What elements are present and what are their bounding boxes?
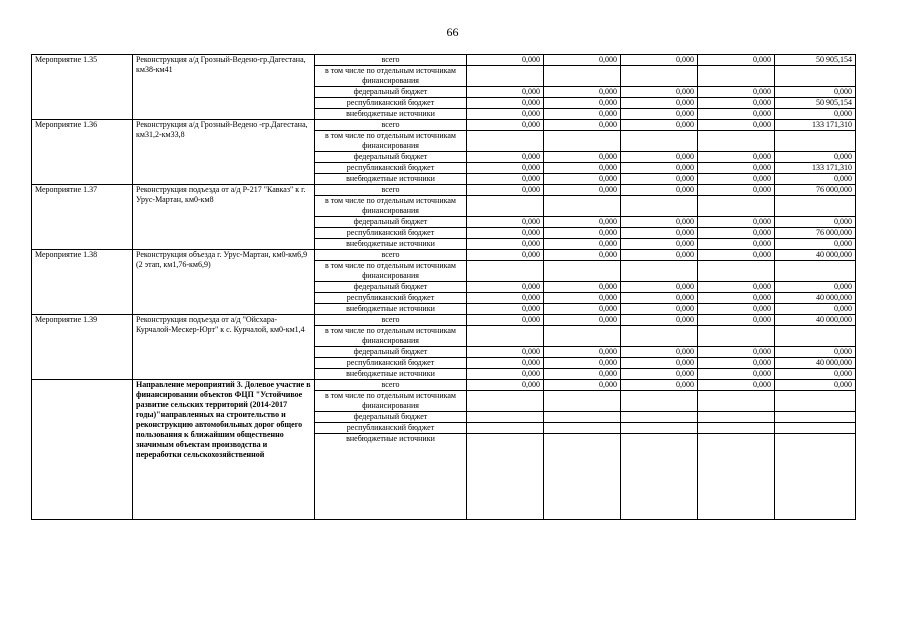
amount-cell: 0,000: [698, 109, 775, 120]
amount-cell: [467, 131, 544, 152]
amount-cell: [698, 391, 775, 412]
amount-cell: 0,000: [698, 174, 775, 185]
amount-cell: 0,000: [698, 358, 775, 369]
amount-cell: 0,000: [544, 174, 621, 185]
funding-source: республиканский бюджет: [315, 358, 467, 369]
amount-cell: 0,000: [467, 358, 544, 369]
amount-cell: 40 000,000: [775, 315, 856, 326]
amount-cell: 76 000,000: [775, 228, 856, 239]
amount-cell: 0,000: [467, 163, 544, 174]
amount-cell: [544, 66, 621, 87]
measure-number: Мероприятие 1.35: [32, 55, 133, 120]
amount-cell: 0,000: [467, 98, 544, 109]
amount-cell: 0,000: [467, 120, 544, 131]
amount-cell: 0,000: [467, 347, 544, 358]
amount-cell: [775, 326, 856, 347]
amount-cell: 0,000: [544, 120, 621, 131]
amount-cell: 0,000: [621, 369, 698, 380]
amount-cell: 0,000: [698, 87, 775, 98]
amount-cell: [698, 261, 775, 282]
measure-name: Реконструкция подъезда от а/д Р-217 "Кавказ" к г. Урус-Мартан, км0-км8: [133, 185, 315, 250]
amount-cell: 0,000: [544, 239, 621, 250]
amount-cell: 50 905,154: [775, 98, 856, 109]
amount-cell: 0,000: [621, 282, 698, 293]
amount-cell: 0,000: [698, 163, 775, 174]
funding-source: в том числе по отдельным источникам финансирования: [315, 391, 467, 412]
amount-cell: [775, 261, 856, 282]
amount-cell: [544, 326, 621, 347]
amount-cell: [775, 423, 856, 434]
amount-cell: [621, 434, 698, 520]
funding-source: в том числе по отдельным источникам финансирования: [315, 261, 467, 282]
table-row: [32, 120, 856, 131]
amount-cell: 0,000: [544, 315, 621, 326]
amount-cell: 0,000: [775, 239, 856, 250]
amount-cell: [621, 391, 698, 412]
measure-number: Мероприятие 1.39: [32, 315, 133, 380]
amount-cell: 0,000: [621, 347, 698, 358]
funding-source: внебюджетные источники: [315, 174, 467, 185]
amount-cell: 0,000: [467, 315, 544, 326]
funding-source: республиканский бюджет: [315, 228, 467, 239]
amount-cell: [467, 412, 544, 423]
amount-cell: 0,000: [698, 55, 775, 66]
funding-source: в том числе по отдельным источникам финансирования: [315, 131, 467, 152]
amount-cell: 0,000: [775, 217, 856, 228]
amount-cell: 0,000: [775, 87, 856, 98]
amount-cell: 0,000: [544, 152, 621, 163]
funding-source: всего: [315, 185, 467, 196]
measure-name: Реконструкция подъезда от а/д "Ойсхара-Курчалой-Мескер-Юрт" к с. Курчалой, км0-км1,4: [133, 315, 315, 380]
amount-cell: 0,000: [544, 347, 621, 358]
funding-table: [31, 54, 856, 520]
amount-cell: 0,000: [621, 185, 698, 196]
table-row: [32, 250, 856, 261]
amount-cell: 0,000: [467, 250, 544, 261]
measure-number: Мероприятие 1.36: [32, 120, 133, 185]
amount-cell: [698, 412, 775, 423]
measure-number: Мероприятие 1.37: [32, 185, 133, 250]
amount-cell: 0,000: [544, 87, 621, 98]
amount-cell: [698, 196, 775, 217]
amount-cell: 0,000: [775, 109, 856, 120]
funding-source: в том числе по отдельным источникам финансирования: [315, 66, 467, 87]
amount-cell: [775, 66, 856, 87]
funding-source: в том числе по отдельным источникам финансирования: [315, 326, 467, 347]
amount-cell: 76 000,000: [775, 185, 856, 196]
amount-cell: [467, 326, 544, 347]
amount-cell: 0,000: [544, 163, 621, 174]
amount-cell: [544, 434, 621, 520]
amount-cell: 0,000: [544, 98, 621, 109]
amount-cell: 0,000: [698, 120, 775, 131]
amount-cell: 0,000: [698, 152, 775, 163]
amount-cell: 0,000: [775, 152, 856, 163]
amount-cell: 0,000: [467, 55, 544, 66]
amount-cell: [698, 326, 775, 347]
amount-cell: [775, 434, 856, 520]
amount-cell: 133 171,310: [775, 163, 856, 174]
amount-cell: 0,000: [621, 152, 698, 163]
amount-cell: [467, 66, 544, 87]
amount-cell: 0,000: [775, 282, 856, 293]
amount-cell: 0,000: [621, 109, 698, 120]
amount-cell: 0,000: [467, 380, 544, 391]
funding-source: всего: [315, 120, 467, 131]
amount-cell: 0,000: [544, 304, 621, 315]
funding-source: всего: [315, 55, 467, 66]
amount-cell: [621, 423, 698, 434]
amount-cell: 0,000: [698, 185, 775, 196]
table-row: [32, 380, 856, 391]
page-number: 66: [446, 25, 459, 39]
amount-cell: [698, 66, 775, 87]
funding-source: республиканский бюджет: [315, 98, 467, 109]
amount-cell: 0,000: [698, 282, 775, 293]
funding-source: в том числе по отдельным источникам финансирования: [315, 196, 467, 217]
amount-cell: 0,000: [621, 293, 698, 304]
funding-source: федеральный бюджет: [315, 152, 467, 163]
amount-cell: 0,000: [544, 109, 621, 120]
measure-name: Реконструкция а/д Грозный-Ведено-гр.Дагестана, км38-км41: [133, 55, 315, 120]
funding-source: внебюджетные источники: [315, 369, 467, 380]
measure-name: Направление мероприятий 3. Долевое участие в финансировании объектов ФЦП "Устойчивое развитие сельских территорий (2014-2017 годы)"направленных на строительство и реконструкцию автомобильных дорог общего пользования к ближайшим общественно значимым объектам производства и переработки сельскохозяйственной: [133, 380, 315, 520]
amount-cell: [775, 391, 856, 412]
amount-cell: [775, 412, 856, 423]
table-row: [32, 55, 856, 66]
amount-cell: 0,000: [621, 380, 698, 391]
funding-source: республиканский бюджет: [315, 423, 467, 434]
amount-cell: 0,000: [467, 174, 544, 185]
amount-cell: 0,000: [544, 250, 621, 261]
funding-table-body: [32, 55, 856, 520]
amount-cell: 0,000: [467, 152, 544, 163]
amount-cell: 0,000: [621, 163, 698, 174]
funding-source: внебюджетные источники: [315, 109, 467, 120]
amount-cell: [621, 412, 698, 423]
amount-cell: 0,000: [467, 87, 544, 98]
amount-cell: 0,000: [544, 369, 621, 380]
amount-cell: [467, 434, 544, 520]
amount-cell: [621, 261, 698, 282]
table-row: [32, 315, 856, 326]
amount-cell: [544, 391, 621, 412]
funding-source: федеральный бюджет: [315, 217, 467, 228]
amount-cell: 0,000: [621, 87, 698, 98]
amount-cell: [467, 261, 544, 282]
amount-cell: [544, 131, 621, 152]
amount-cell: 0,000: [621, 239, 698, 250]
amount-cell: 0,000: [621, 217, 698, 228]
funding-source: внебюджетные источники: [315, 304, 467, 315]
amount-cell: 0,000: [621, 228, 698, 239]
amount-cell: 0,000: [621, 358, 698, 369]
amount-cell: 0,000: [544, 55, 621, 66]
amount-cell: 0,000: [621, 174, 698, 185]
amount-cell: 0,000: [544, 380, 621, 391]
amount-cell: [698, 434, 775, 520]
amount-cell: [544, 412, 621, 423]
amount-cell: 0,000: [698, 250, 775, 261]
funding-source: федеральный бюджет: [315, 282, 467, 293]
amount-cell: 0,000: [621, 304, 698, 315]
amount-cell: [621, 196, 698, 217]
amount-cell: 0,000: [544, 228, 621, 239]
amount-cell: 0,000: [467, 304, 544, 315]
amount-cell: [467, 196, 544, 217]
amount-cell: 0,000: [467, 228, 544, 239]
funding-source: всего: [315, 380, 467, 391]
amount-cell: [621, 131, 698, 152]
amount-cell: 0,000: [698, 217, 775, 228]
amount-cell: 0,000: [621, 55, 698, 66]
amount-cell: 0,000: [544, 358, 621, 369]
amount-cell: 0,000: [775, 304, 856, 315]
amount-cell: 0,000: [467, 239, 544, 250]
amount-cell: 0,000: [775, 369, 856, 380]
amount-cell: 0,000: [544, 282, 621, 293]
amount-cell: [621, 66, 698, 87]
amount-cell: 40 000,000: [775, 250, 856, 261]
amount-cell: 0,000: [698, 293, 775, 304]
amount-cell: [544, 423, 621, 434]
amount-cell: [698, 131, 775, 152]
measure-name: Реконструкция а/д Грозный-Ведено -гр.Дагестана, км31,2-км33,8: [133, 120, 315, 185]
amount-cell: 0,000: [621, 98, 698, 109]
amount-cell: 0,000: [544, 293, 621, 304]
amount-cell: 40 000,000: [775, 358, 856, 369]
funding-source: республиканский бюджет: [315, 163, 467, 174]
amount-cell: 0,000: [621, 120, 698, 131]
table-row: [32, 185, 856, 196]
amount-cell: 40 000,000: [775, 293, 856, 304]
amount-cell: 0,000: [467, 282, 544, 293]
amount-cell: [467, 423, 544, 434]
funding-source: федеральный бюджет: [315, 347, 467, 358]
amount-cell: 0,000: [467, 369, 544, 380]
amount-cell: [698, 423, 775, 434]
amount-cell: 0,000: [467, 185, 544, 196]
amount-cell: [544, 261, 621, 282]
amount-cell: 0,000: [698, 239, 775, 250]
funding-source: внебюджетные источники: [315, 239, 467, 250]
funding-source: всего: [315, 250, 467, 261]
amount-cell: 0,000: [467, 293, 544, 304]
amount-cell: 0,000: [698, 347, 775, 358]
amount-cell: 0,000: [621, 250, 698, 261]
amount-cell: 0,000: [544, 217, 621, 228]
amount-cell: [775, 131, 856, 152]
amount-cell: [621, 326, 698, 347]
amount-cell: 0,000: [467, 217, 544, 228]
measure-name: Реконструкция объезда г. Урус-Мартан, км0-км6,9 (2 этап, км1,76-км6,9): [133, 250, 315, 315]
amount-cell: [775, 196, 856, 217]
measure-number: [32, 380, 133, 520]
amount-cell: 50 905,154: [775, 55, 856, 66]
funding-source: федеральный бюджет: [315, 87, 467, 98]
amount-cell: 0,000: [698, 98, 775, 109]
funding-source: республиканский бюджет: [315, 293, 467, 304]
funding-source: всего: [315, 315, 467, 326]
funding-source: федеральный бюджет: [315, 412, 467, 423]
amount-cell: 0,000: [698, 315, 775, 326]
amount-cell: [467, 391, 544, 412]
measure-number: Мероприятие 1.38: [32, 250, 133, 315]
funding-source: внебюджетные источники: [315, 434, 467, 520]
amount-cell: 0,000: [698, 380, 775, 391]
amount-cell: 0,000: [621, 315, 698, 326]
amount-cell: 0,000: [775, 380, 856, 391]
amount-cell: 0,000: [698, 304, 775, 315]
amount-cell: [544, 196, 621, 217]
amount-cell: 0,000: [775, 347, 856, 358]
amount-cell: 0,000: [698, 228, 775, 239]
amount-cell: 0,000: [544, 185, 621, 196]
amount-cell: 0,000: [775, 174, 856, 185]
amount-cell: 0,000: [698, 369, 775, 380]
amount-cell: 133 171,310: [775, 120, 856, 131]
amount-cell: 0,000: [467, 109, 544, 120]
